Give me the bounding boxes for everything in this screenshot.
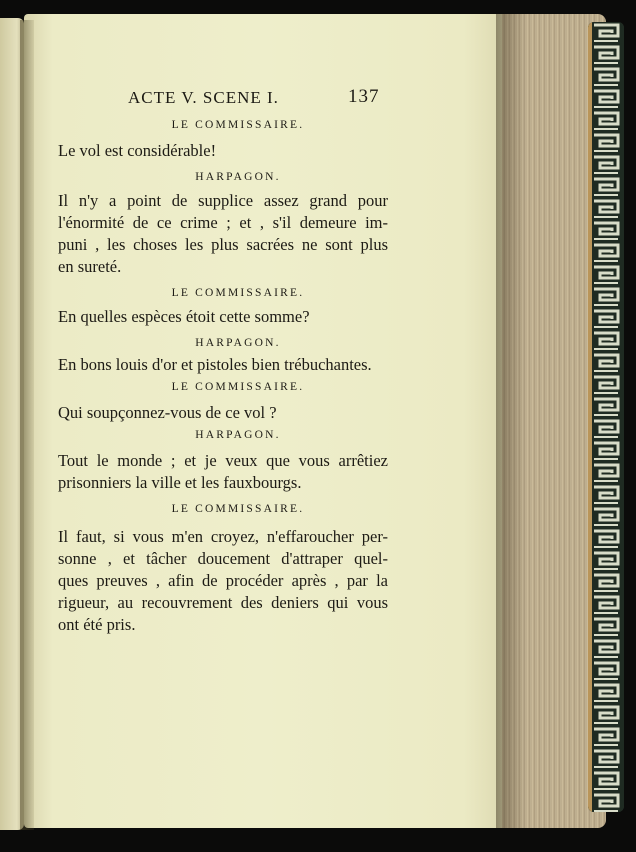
running-head-title: ACTE V. SCENE I. [128, 88, 279, 107]
speech-line: puni , les choses les plus sacrées ne sont plus [58, 235, 388, 254]
page-edge-shadow [496, 14, 526, 828]
running-head [128, 88, 378, 112]
speech-line: En bons louis d'or et pistoles bien trébuchantes. [58, 355, 372, 374]
speech-line: sonne , et tâcher doucement d'attraper quel- [58, 549, 388, 568]
speaker-name: LE COMMISSAIRE. [171, 503, 305, 515]
speech-line: Il n'y a point de supplice assez grand pour [58, 191, 388, 210]
speech-line: ques preuves , afin de procéder après , par la [58, 571, 388, 590]
speech-line: rigueur, au recouvrement des deniers qui vous [58, 593, 388, 612]
speech-line: ont été pris. [58, 615, 136, 634]
speaker-name: LE COMMISSAIRE. [171, 381, 305, 393]
speech-line: Le vol est considérable! [58, 141, 217, 160]
speech-line: l'énormité de ce crime ; et , s'il demeure im- [58, 213, 388, 232]
speaker-name: LE COMMISSAIRE. [171, 287, 305, 299]
decorative-binding [588, 22, 624, 812]
page-gutter-shadow [20, 20, 34, 830]
play-text [58, 116, 388, 636]
speech-line: En quelles espèces étoit cette somme? [58, 307, 310, 326]
speech-line: Il faut, si vous m'en croyez, n'effaroucher per- [58, 527, 388, 546]
speaker-name: HARPAGON. [195, 429, 281, 441]
speech-line: Qui soupçonnez-vous de ce vol ? [58, 403, 277, 422]
speech-line: Tout le monde ; et je veux que vous arrêtiez [58, 451, 388, 470]
speech-line: en sureté. [58, 257, 122, 276]
speaker-name: LE COMMISSAIRE. [171, 119, 305, 131]
page-number: 137 [348, 86, 380, 107]
speaker-name: HARPAGON. [195, 337, 281, 349]
speaker-name: HARPAGON. [195, 171, 281, 183]
speech-line: prisonniers la ville et les fauxbourgs. [58, 473, 302, 492]
